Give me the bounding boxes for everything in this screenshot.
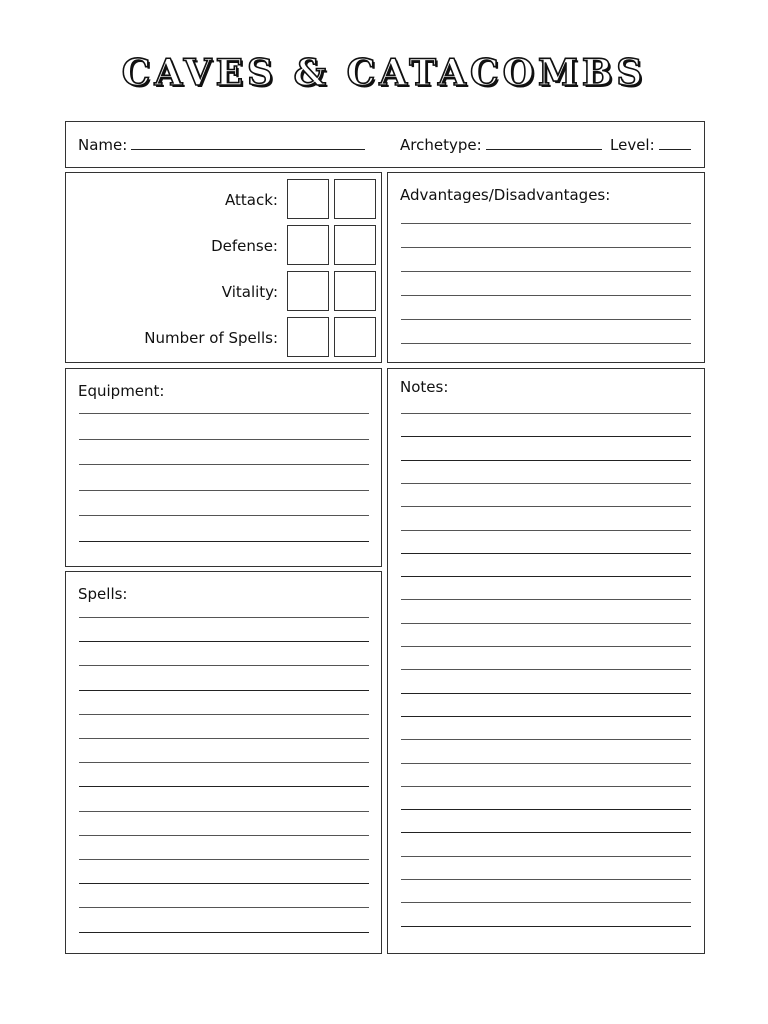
stat-label: Vitality:: [221, 283, 278, 301]
writing-line[interactable]: [401, 247, 691, 248]
writing-line[interactable]: [401, 809, 691, 810]
archetype-input-line[interactable]: [486, 135, 602, 150]
writing-line[interactable]: [401, 436, 691, 437]
writing-line[interactable]: [401, 553, 691, 554]
writing-line[interactable]: [401, 460, 691, 461]
name-field-group: [78, 135, 365, 154]
writing-line[interactable]: [79, 786, 369, 787]
archetype-field-group: [400, 135, 602, 154]
writing-line[interactable]: [79, 665, 369, 666]
level-input-line[interactable]: [659, 135, 691, 150]
stat-row-vitality: [66, 271, 383, 313]
equipment-label: Equipment:: [78, 382, 165, 400]
writing-line[interactable]: [401, 739, 691, 740]
writing-line[interactable]: [79, 490, 369, 491]
stat-value-box[interactable]: [287, 179, 329, 219]
writing-line[interactable]: [79, 464, 369, 465]
writing-line[interactable]: [401, 786, 691, 787]
equipment-box: [65, 368, 382, 567]
writing-line[interactable]: [401, 763, 691, 764]
writing-line[interactable]: [401, 530, 691, 531]
writing-line[interactable]: [401, 926, 691, 927]
writing-line[interactable]: [401, 343, 691, 344]
writing-line[interactable]: [79, 541, 369, 542]
stat-value-box[interactable]: [334, 225, 376, 265]
stat-row-attack: [66, 179, 383, 221]
writing-line[interactable]: [79, 641, 369, 642]
writing-line[interactable]: [401, 693, 691, 694]
sheet-title: CAVES & CATACOMBS: [121, 52, 647, 94]
stat-row-defense: [66, 225, 383, 267]
writing-line[interactable]: [401, 669, 691, 670]
writing-line[interactable]: [401, 576, 691, 577]
stat-value-box[interactable]: [287, 225, 329, 265]
spells-box: [65, 571, 382, 954]
stat-value-box[interactable]: [287, 317, 329, 357]
writing-line[interactable]: [79, 883, 369, 884]
character-header-box: [65, 121, 705, 168]
writing-line[interactable]: [401, 599, 691, 600]
stat-label: Number of Spells:: [144, 329, 278, 347]
writing-line[interactable]: [79, 714, 369, 715]
notes-box: [387, 368, 705, 954]
writing-line[interactable]: [79, 413, 369, 414]
writing-line[interactable]: [401, 856, 691, 857]
writing-line[interactable]: [401, 319, 691, 320]
name-input-line[interactable]: [131, 135, 365, 150]
stat-row-number-of-spells: [66, 317, 383, 359]
stat-label: Attack:: [225, 191, 278, 209]
writing-line[interactable]: [79, 859, 369, 860]
writing-line[interactable]: [401, 623, 691, 624]
writing-line[interactable]: [401, 271, 691, 272]
writing-line[interactable]: [401, 832, 691, 833]
writing-line[interactable]: [401, 483, 691, 484]
spells-label: Spells:: [78, 585, 128, 603]
level-label: Level:: [610, 136, 655, 154]
writing-line[interactable]: [401, 295, 691, 296]
writing-line[interactable]: [401, 506, 691, 507]
level-field-group: [610, 135, 691, 154]
writing-line[interactable]: [401, 646, 691, 647]
stat-value-box[interactable]: [334, 317, 376, 357]
writing-line[interactable]: [79, 690, 369, 691]
stats-box: [65, 172, 382, 363]
writing-line[interactable]: [401, 223, 691, 224]
writing-line[interactable]: [79, 439, 369, 440]
writing-line[interactable]: [401, 716, 691, 717]
writing-line[interactable]: [79, 932, 369, 933]
advantages-box: [387, 172, 705, 363]
stat-value-box[interactable]: [334, 179, 376, 219]
writing-line[interactable]: [401, 413, 691, 414]
stat-value-box[interactable]: [287, 271, 329, 311]
writing-line[interactable]: [79, 835, 369, 836]
writing-line[interactable]: [79, 617, 369, 618]
notes-label: Notes:: [400, 378, 449, 396]
writing-line[interactable]: [79, 762, 369, 763]
writing-line[interactable]: [401, 902, 691, 903]
writing-line[interactable]: [79, 907, 369, 908]
writing-line[interactable]: [401, 879, 691, 880]
writing-line[interactable]: [79, 811, 369, 812]
writing-line[interactable]: [79, 515, 369, 516]
stat-value-box[interactable]: [334, 271, 376, 311]
name-label: Name:: [78, 136, 128, 154]
advantages-label: Advantages/Disadvantages:: [400, 186, 611, 204]
archetype-label: Archetype:: [400, 136, 482, 154]
writing-line[interactable]: [79, 738, 369, 739]
stat-label: Defense:: [211, 237, 278, 255]
